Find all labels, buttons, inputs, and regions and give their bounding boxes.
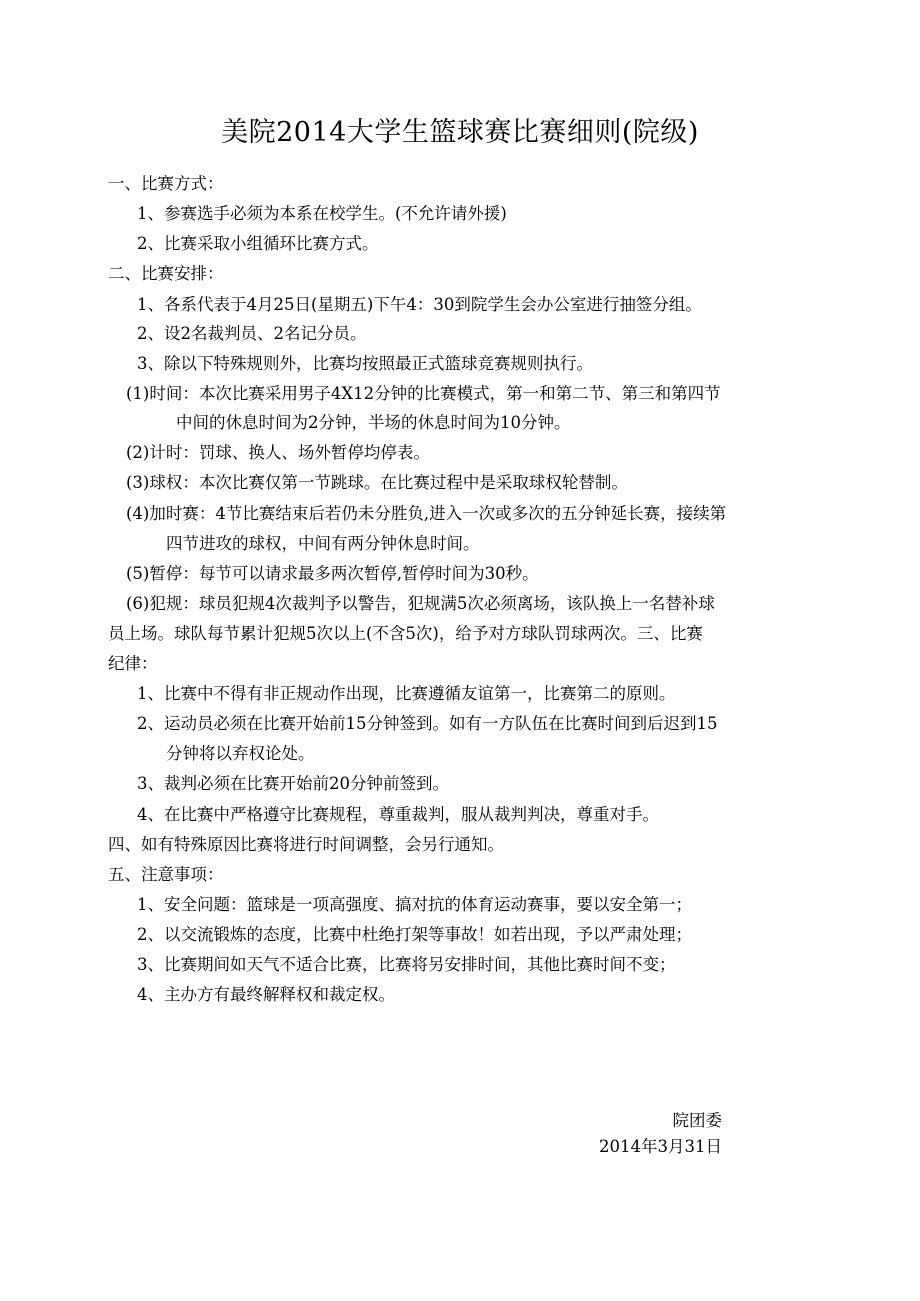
paragraph-line: 3、比赛期间如天气不适合比赛，比赛将另安排时间，其他比赛时间不变； xyxy=(137,955,676,974)
paragraph-line: 分钟将以弃权论处。 xyxy=(166,744,315,763)
paragraph-line: 2、比赛采取小组循环比赛方式。 xyxy=(137,234,379,253)
section-heading-4: 四、如有特殊原因比赛将进行时间调整，会另行通知。 xyxy=(108,835,504,854)
paragraph-line: 2、设2名裁判员、2名记分员。 xyxy=(137,324,367,343)
paragraph-line: 1、参赛选手必须为本系在校学生。(不允许请外援) xyxy=(137,204,507,223)
paragraph-line: 1、比赛中不得有非正规动作出现，比赛遵循友谊第一，比赛第二的原则。 xyxy=(137,684,676,703)
paragraph-line: 员上场。球队每节累计犯规5次以上(不含5次)，给予对方球队罚球两次。三、比赛 xyxy=(108,624,703,643)
section-heading-2: 二、比赛安排： xyxy=(108,264,224,283)
paragraph-line: (1)时间：本次比赛采用男子4X12分钟的比赛模式，第一和第二节、第三和第四节 xyxy=(126,384,721,403)
section-heading-1: 一、比赛方式： xyxy=(108,174,224,193)
signature-organization: 院团委 xyxy=(672,1111,722,1130)
paragraph-line: 3、除以下特殊规则外，比赛均按照最正式篮球竞赛规则执行。 xyxy=(137,354,593,373)
section-heading-5: 五、注意事项： xyxy=(108,865,224,884)
section-heading-3: 纪律： xyxy=(108,654,158,673)
paragraph-line: 1、安全问题：篮球是一项高强度、搞对抗的体育运动赛事，要以安全第一； xyxy=(137,895,692,914)
paragraph-line: 1、各系代表于4月25日(星期五)下午4：30到院学生会办公室进行抽签分组。 xyxy=(137,295,702,314)
document-title: 美院2014大学生篮球赛比赛细则(院级) xyxy=(221,117,699,148)
paragraph-line: (2)计时：罚球、换人、场外暂停均停表。 xyxy=(126,443,430,462)
paragraph-line: 4、主办方有最终解释权和裁定权。 xyxy=(137,985,395,1004)
paragraph-line: (5)暂停：每节可以请求最多两次暂停,暂停时间为30秒。 xyxy=(126,564,539,583)
paragraph-line: (4)加时赛：4节比赛结束后若仍未分胜负,进入一次或多次的五分钟延长赛，接续第 xyxy=(126,504,727,523)
paragraph-line: 中间的休息时间为2分钟，半场的休息时间为10分钟。 xyxy=(176,413,571,432)
paragraph-line: (6)犯规：球员犯规4次裁判予以警告，犯规满5次必须离场，该队换上一名替补球 xyxy=(126,594,715,613)
paragraph-line: (3)球权：本次比赛仅第一节跳球。在比赛过程中是采取球权轮替制。 xyxy=(126,473,628,492)
paragraph-line: 2、运动员必须在比赛开始前15分钟签到。如有一方队伍在比赛时间到后迟到15 xyxy=(137,714,718,733)
paragraph-line: 4、在比赛中严格遵守比赛规程，尊重裁判，服从裁判判决，尊重对手。 xyxy=(137,805,659,824)
signature-date: 2014年3月31日 xyxy=(599,1137,722,1156)
paragraph-line: 3、裁判必须在比赛开始前20分钟前签到。 xyxy=(137,774,449,793)
paragraph-line: 四节进攻的球权，中间有两分钟休息时间。 xyxy=(166,534,480,553)
paragraph-line: 2、以交流锻炼的态度，比赛中杜绝打架等事故！如若出现，予以严肃处理； xyxy=(137,925,692,944)
